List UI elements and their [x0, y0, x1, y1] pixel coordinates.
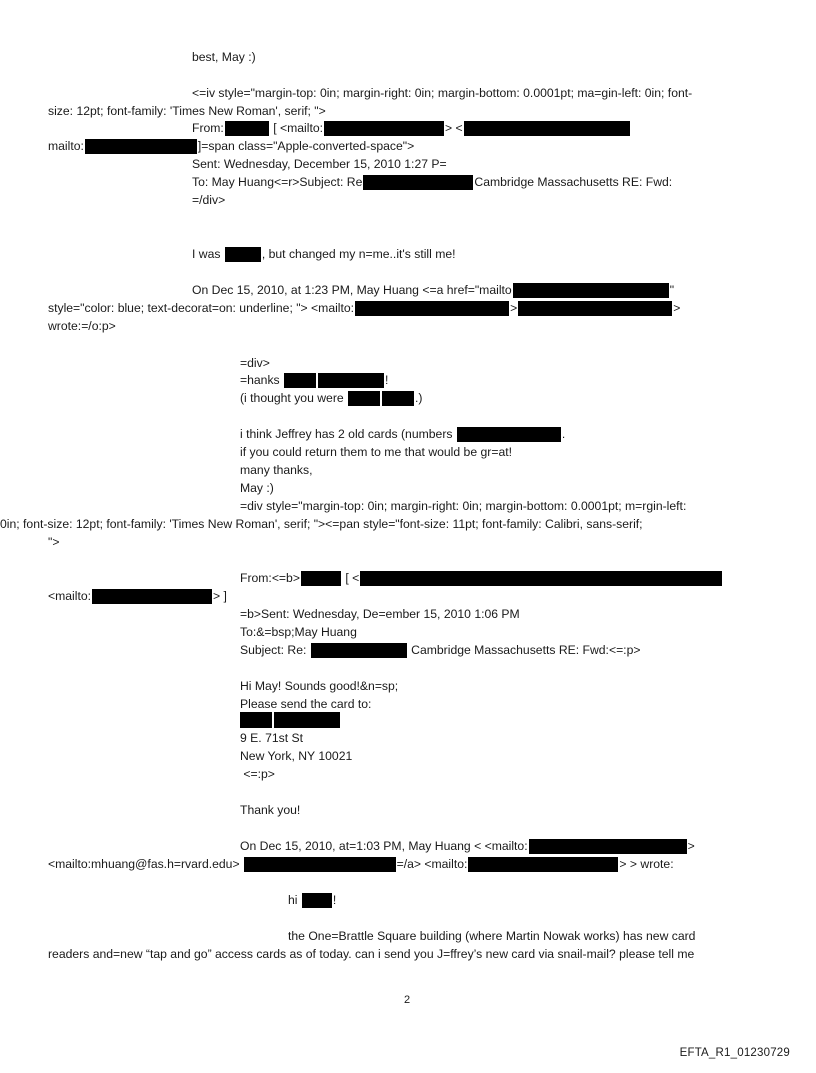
- redaction: [464, 121, 630, 136]
- text-line: =b>Sent: Wednesday, De=ember 15, 2010 1:06 PM: [240, 607, 520, 621]
- text-line: Sent: Wednesday, December 15, 2010 1:27 P=: [192, 157, 447, 171]
- redaction: [318, 373, 384, 388]
- text-line: (i thought you were .): [240, 391, 423, 405]
- text-line: many thanks,: [240, 463, 313, 477]
- redaction: [301, 571, 341, 586]
- redaction: [529, 839, 687, 854]
- redaction: [311, 643, 407, 658]
- redaction: [92, 589, 212, 604]
- text-line: From:<=b> [ <: [240, 571, 723, 586]
- text-line: i think Jeffrey has 2 old cards (numbers .: [240, 427, 566, 441]
- redaction: [457, 427, 561, 442]
- redaction: [225, 121, 269, 136]
- text-line: Please send the card to:: [240, 697, 372, 711]
- text-line: best, May :): [192, 50, 256, 64]
- text-line: =div>: [240, 356, 270, 370]
- redaction: [382, 391, 414, 406]
- text-line: <mailto: > ]: [48, 589, 227, 603]
- text-line: hi !: [288, 893, 337, 907]
- text-line: style="color: blue; text-decorat=on: underline; "> <mailto: > >: [48, 301, 681, 315]
- redaction: [360, 571, 722, 586]
- redaction: [363, 175, 473, 190]
- text-line: Hi May! Sounds good!&n=sp;: [240, 679, 399, 693]
- redaction: [274, 712, 340, 728]
- redaction: [348, 391, 380, 406]
- text-line: 9 E. 71st St: [240, 731, 304, 745]
- text-line: mailto: ]=span class="Apple-converted-space">: [48, 139, 415, 153]
- redaction: [240, 712, 272, 728]
- redacted-name-line: [239, 712, 341, 728]
- text-line: =div style="margin-top: 0in; margin-right: 0in; margin-bottom: 0.0001pt; m=rgin-left:: [240, 499, 687, 513]
- page-number: 2: [404, 994, 411, 1006]
- redaction: [518, 301, 672, 316]
- redaction: [324, 121, 444, 136]
- redaction: [244, 857, 396, 872]
- redaction: [355, 301, 509, 316]
- redaction: [284, 373, 316, 388]
- text-line: <=iv style="margin-top: 0in; margin-right: 0in; margin-bottom: 0.0001pt; ma=gin-left: 0in; font-: [192, 86, 693, 100]
- text-line: readers and=new “tap and go” access cards as of today. can i send you J=ffrey’s new card via snail-mail? please tell me: [48, 947, 695, 961]
- text-line: if you could return them to me that would be gr=at!: [240, 445, 512, 459]
- text-line: To:&=bsp;May Huang: [240, 625, 357, 639]
- text-line: From: [ <mailto: > <: [192, 121, 631, 136]
- document-id-footer: EFTA_R1_01230729: [679, 1047, 790, 1059]
- text-line: On Dec 15, 2010, at 1:23 PM, May Huang <=a href="mailto ": [192, 283, 675, 297]
- text-line: size: 12pt; font-family: 'Times New Roman', serif; ">: [48, 104, 326, 118]
- redaction: [225, 247, 261, 262]
- text-line: May :): [240, 481, 274, 495]
- text-line: I was , but changed my n=me..it's still me!: [192, 247, 456, 261]
- text-line: On Dec 15, 2010, at=1:03 PM, May Huang < <mailto: >: [240, 839, 695, 853]
- text-line: Subject: Re: Cambridge Massachusetts RE: Fwd:<=:p>: [240, 643, 641, 657]
- redaction: [468, 857, 618, 872]
- text-line: <=:p>: [240, 767, 275, 781]
- redaction: [513, 283, 669, 298]
- text-line: <mailto:mhuang@fas.h=rvard.edu> =/a> <mailto: > > wrote:: [48, 857, 674, 871]
- text-line: =/div>: [192, 193, 226, 207]
- redaction: [85, 139, 197, 154]
- redaction: [302, 893, 332, 908]
- text-line: To: May Huang<=r>Subject: Re Cambridge Massachusetts RE: Fwd:: [192, 175, 673, 189]
- text-line: Thank you!: [240, 803, 301, 817]
- text-line: ">: [48, 535, 60, 549]
- text-line: 0in; font-size: 12pt; font-family: 'Times New Roman', serif; "><=pan style="font-size: 11pt; font-family: Calibri, sans-serif;: [0, 517, 643, 531]
- text-line: wrote:=/o:p>: [48, 319, 116, 333]
- text-line: the One=Brattle Square building (where Martin Nowak works) has new card: [288, 929, 696, 943]
- text-line: =hanks !: [240, 373, 389, 387]
- text-line: New York, NY 10021: [240, 749, 353, 763]
